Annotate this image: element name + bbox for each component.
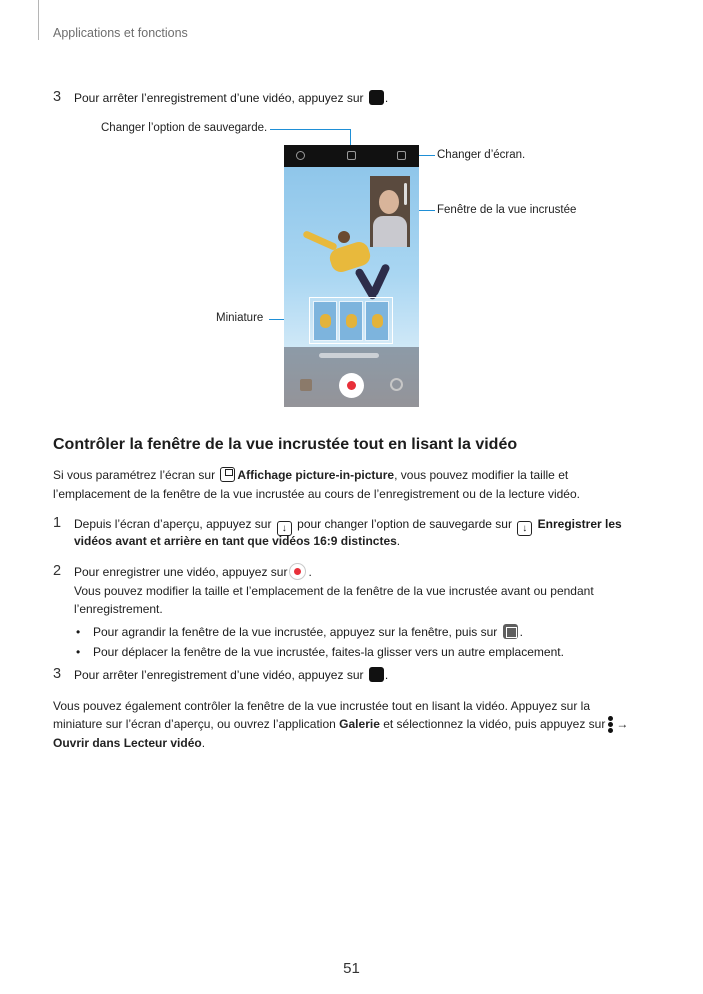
record-icon <box>289 563 306 580</box>
callout-thumbnail: Miniature <box>216 312 264 324</box>
thumbnail-hint <box>319 353 379 358</box>
pip-handle[interactable] <box>404 183 407 205</box>
step-number: 3 <box>53 89 62 105</box>
callout-switch-screen: Changer d’écran. <box>437 149 526 161</box>
page-number: 51 <box>343 960 360 977</box>
expand-icon <box>503 624 518 639</box>
more-options-icon <box>608 716 613 732</box>
header-rule <box>38 0 39 40</box>
save-option-icon[interactable] <box>347 151 356 160</box>
step-after: . <box>384 91 389 105</box>
gallery-thumbnail-icon[interactable] <box>300 379 312 391</box>
switch-camera-icon[interactable] <box>390 378 403 391</box>
intro-line-1: Si vous paramétrez l’écran sur Affichage picture-in-picture, vous pouvez modifier la taille et <box>53 468 569 482</box>
outro-line-2: miniature sur l’écran d’aperçu, ou ouvrez l’application Galerie et sélectionnez la vidéo, puis appuyez sur → <box>53 717 629 731</box>
intro-line-2: l’emplacement de la fenêtre de la vue incrustée au cours de l’enregistrement ou de la lecture vidéo. <box>53 487 580 501</box>
thumbnail[interactable] <box>313 301 337 341</box>
switch-screen-icon[interactable] <box>397 151 406 160</box>
outro-line-3: Ouvrir dans Lecteur vidéo. <box>53 736 206 750</box>
step-2-line-3: l’enregistrement. <box>74 602 163 616</box>
download-arrow-icon: ↓ <box>277 521 292 536</box>
picture-in-picture-icon <box>220 467 235 482</box>
pip-person-body <box>373 216 407 247</box>
phone-screenshot <box>284 145 419 407</box>
thumbnail-strip[interactable] <box>309 297 393 344</box>
arrow: → <box>616 717 629 731</box>
callout-save-option: Changer l’option de sauvegarde. <box>101 122 268 134</box>
section-title: Contrôler la fenêtre de la vue incrustée tout en lisant la vidéo <box>53 436 518 453</box>
record-dot-icon <box>347 381 356 390</box>
bullet-item: • Pour agrandir la fenêtre de la vue incrustée, appuyez sur la fenêtre, puis sur . <box>76 625 523 639</box>
camera-bottom-bar <box>284 347 419 407</box>
page-header-title: Applications et fonctions <box>53 26 188 40</box>
step-text: Pour arrêter l’enregistrement d’une vidéo, appuyez sur <box>74 91 364 105</box>
outro-line-1: Vous pouvez également contrôler la fenêtre de la vue incrustée tout en lisant la vidéo. Appuyez sur la <box>53 699 590 713</box>
settings-icon[interactable] <box>296 151 305 160</box>
camera-top-bar <box>284 145 419 167</box>
stop-icon <box>369 90 384 105</box>
stop-icon <box>369 667 384 682</box>
callout-pip-window: Fenêtre de la vue incrustée <box>437 204 577 216</box>
thumbnail[interactable] <box>365 301 389 341</box>
step-2-line-2: Vous pouvez modifier la taille et l’emplacement de la fenêtre de la vue incrustée avant ou pendant <box>74 584 594 598</box>
save-separate-icon: ↓ <box>517 521 532 536</box>
callout-line <box>270 129 351 130</box>
bullet-item: • Pour déplacer la fenêtre de la vue incrustée, faites-la glisser vers un autre emplacement. <box>76 645 564 659</box>
step-1-line-2: vidéos avant et arrière en tant que vidéos 16:9 distinctes. <box>74 534 401 548</box>
jumper-head <box>338 231 350 243</box>
pip-person-face <box>379 190 399 214</box>
thumbnail[interactable] <box>339 301 363 341</box>
